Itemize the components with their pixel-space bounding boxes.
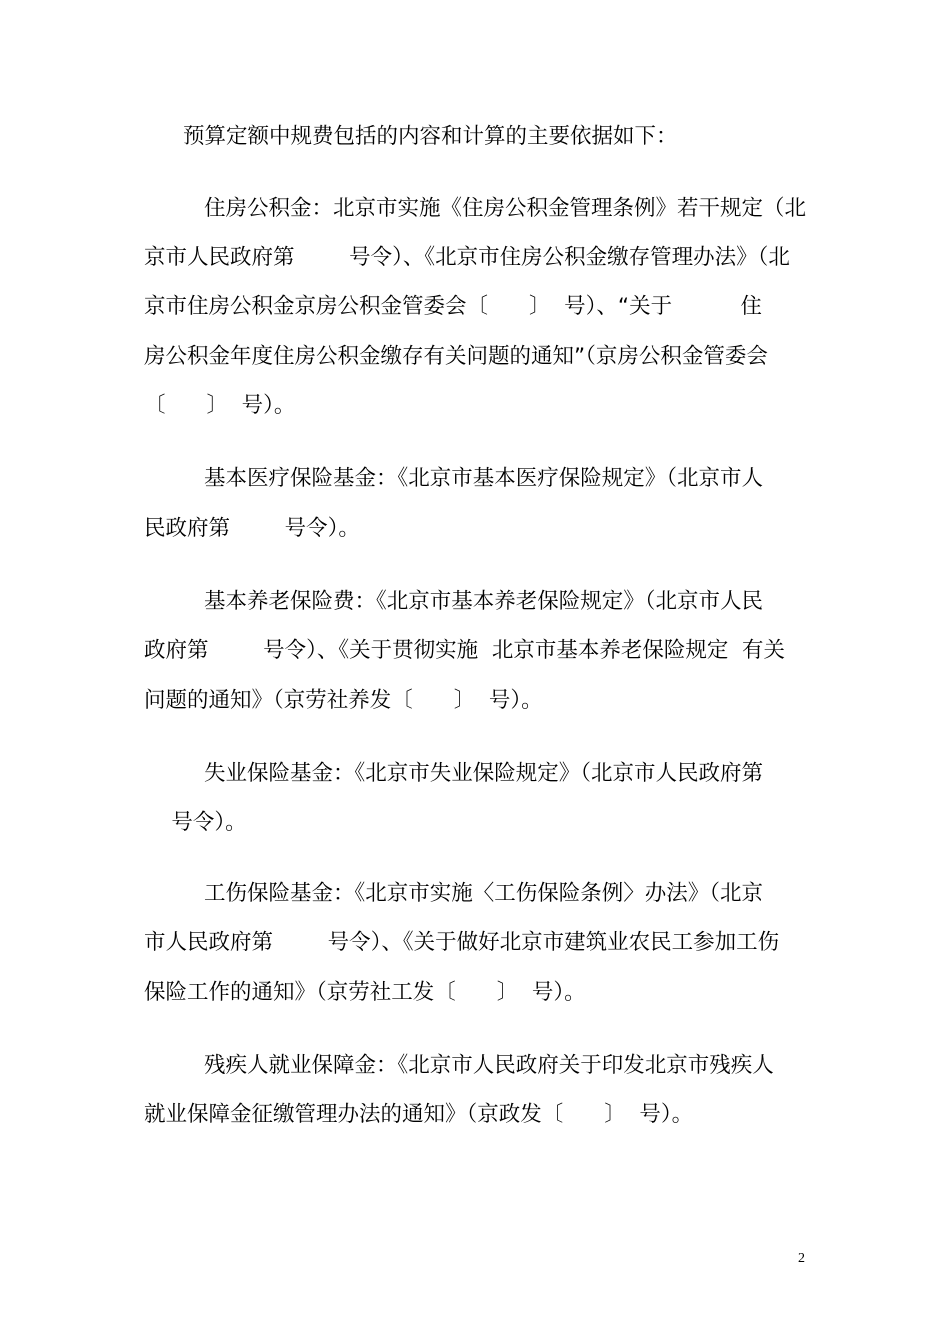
paragraph-line: 京市人民政府第 号令）、《北京市住房公积金缴存管理办法》（北 bbox=[144, 245, 790, 270]
paragraph-line: 市人民政府第 号令）、《关于做好北京市建筑业农民工参加工伤 bbox=[144, 930, 780, 955]
paragraph-line: 住房公积金：北京市实施《住房公积金管理条例》若干规定（北 bbox=[204, 196, 807, 221]
paragraph-line: 民政府第 号令）。 bbox=[144, 516, 360, 541]
paragraph-line: 〔 〕 号）。 bbox=[144, 393, 296, 418]
paragraph-line: 房公积金年度住房公积金缴存有关问题的通知”（京房公积金管委会 bbox=[144, 344, 768, 369]
paragraph-line: 失业保险基金：《北京市失业保险规定》（北京市人民政府第 bbox=[204, 761, 764, 786]
intro-paragraph: 预算定额中规费包括的内容和计算的主要依据如下： bbox=[183, 124, 678, 149]
paragraph-line: 就业保障金征缴管理办法的通知》（京政发〔 〕 号）。 bbox=[144, 1102, 694, 1127]
paragraph-line: 号令）。 bbox=[144, 810, 247, 835]
paragraph-line: 保险工作的通知》（京劳社工发〔 〕 号）。 bbox=[144, 980, 586, 1005]
paragraph-line: 残疾人就业保障金：《北京市人民政府关于印发北京市残疾人 bbox=[204, 1053, 774, 1078]
paragraph-line: 工伤保险基金：《北京市实施〈工伤保险条例〉办法》（北京 bbox=[204, 881, 764, 906]
paragraph-line: 基本医疗保险基金：《北京市基本医疗保险规定》（北京市人 bbox=[204, 466, 764, 491]
paragraph-line: 京市住房公积金京房公积金管委会〔 〕 号）、“关于 住 bbox=[144, 294, 762, 319]
paragraph-line: 问题的通知》（京劳社养发〔 〕 号）。 bbox=[144, 688, 543, 713]
page-number: 2 bbox=[798, 1251, 805, 1266]
paragraph-line: 政府第 号令）、《关于贯彻实施 北京市基本养老保险规定 有关 bbox=[144, 638, 786, 663]
paragraph-line: 基本养老保险费：《北京市基本养老保险规定》（北京市人民 bbox=[204, 589, 764, 614]
